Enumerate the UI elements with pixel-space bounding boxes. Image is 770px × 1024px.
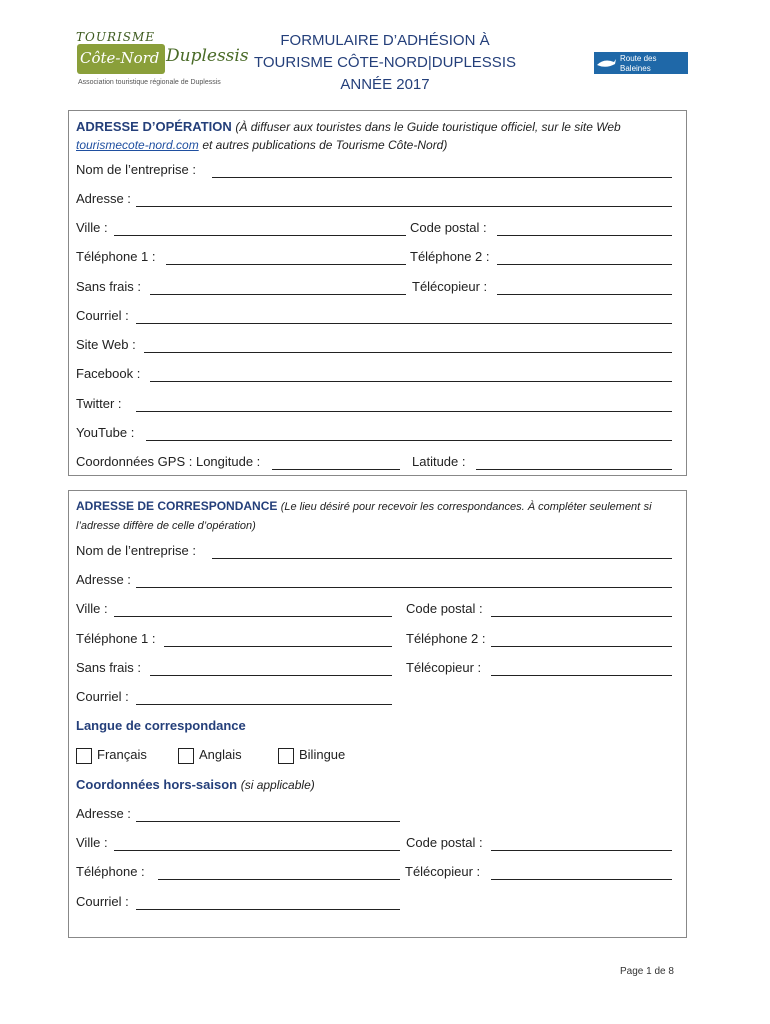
s1-twitter-field[interactable] (136, 411, 672, 412)
s1-youtube-label: YouTube : (76, 425, 135, 440)
os-postal-field[interactable] (491, 850, 672, 851)
language-option-french[interactable] (76, 747, 147, 764)
os-fax-label: Télécopieur : (405, 864, 481, 879)
whale-icon (594, 52, 618, 74)
s1-phone1-field[interactable] (166, 264, 406, 265)
section2-note-2: si l’adresse diffère de celle d’opération) (76, 501, 652, 532)
s1-facebook-label: Facebook : (76, 366, 141, 381)
s2-email-field[interactable] (136, 704, 392, 705)
language-option-english[interactable] (178, 747, 242, 764)
section1-header (76, 118, 680, 154)
tourism-website-link[interactable]: tourismecote-nord.com (76, 138, 199, 152)
s1-email-field[interactable] (136, 323, 672, 324)
route-des-baleines-text: Route des Baleines (620, 54, 657, 73)
title-line-2: TOURISME CÔTE-NORD|DUPLESSIS (254, 54, 516, 71)
s2-phone1-label: Téléphone 1 : (76, 631, 156, 646)
s1-longitude-field[interactable] (272, 469, 400, 470)
language-option-bilingual[interactable] (278, 747, 345, 764)
s1-phone2-label: Téléphone 2 : (410, 249, 490, 264)
s1-latitude-label: Latitude : (412, 454, 466, 469)
s1-phone2-field[interactable] (497, 264, 672, 265)
french-checkbox[interactable] (76, 748, 92, 764)
logo-badge-text: Côte-Nord (80, 49, 160, 67)
os-address-field[interactable] (136, 821, 400, 822)
english-checkbox[interactable] (178, 748, 194, 764)
s2-phone2-field[interactable] (491, 646, 672, 647)
os-phone-label: Téléphone : (76, 864, 145, 879)
s1-latitude-field[interactable] (476, 469, 672, 470)
title-line-3: ANNÉE 2017 (340, 76, 430, 93)
logo-subtitle: Association touristique régionale de Duplessis (78, 79, 221, 86)
section1-note-1: (À diffuser aux touristes dans le Guide touristique officiel, sur le site Web (235, 120, 621, 134)
os-city-label: Ville : (76, 835, 108, 850)
s1-website-field[interactable] (144, 352, 672, 353)
logo-tourisme-text: TOURISME (76, 30, 155, 44)
s2-postal-label: Code postal : (406, 601, 483, 616)
s1-fax-label: Télécopieur : (412, 279, 488, 294)
os-postal-label: Code postal : (406, 835, 483, 850)
s2-company-field[interactable] (212, 558, 672, 559)
s1-website-label: Site Web : (76, 337, 136, 352)
s1-address-field[interactable] (136, 206, 672, 207)
s2-tollfree-label: Sans frais : (76, 660, 142, 675)
s1-company-label: Nom de l’entreprise : (76, 162, 196, 177)
s1-phone1-label: Téléphone 1 : (76, 249, 156, 264)
bilingual-checkbox[interactable] (278, 748, 294, 764)
title-line-1: FORMULAIRE D’ADHÉSION À (280, 32, 490, 49)
language-heading: Langue de correspondance (76, 718, 246, 733)
os-address-label: Adresse : (76, 806, 131, 821)
document-title (250, 30, 520, 96)
s1-address-label: Adresse : (76, 191, 131, 206)
bilingual-label: Bilingue (299, 747, 346, 762)
s1-tollfree-label: Sans frais : (76, 279, 142, 294)
s1-city-label: Ville : (76, 220, 108, 235)
offseason-heading: Coordonnées hors-saison (76, 777, 238, 792)
section1-heading: ADRESSE D’OPÉRATION (76, 119, 232, 134)
s1-city-field[interactable] (114, 235, 406, 236)
s1-gps-longitude-label: Coordonnées GPS : Longitude : (76, 454, 261, 469)
section2-header (76, 497, 680, 535)
s2-company-label: Nom de l’entreprise : (76, 543, 196, 558)
s2-city-field[interactable] (114, 616, 392, 617)
os-email-label: Courriel : (76, 894, 129, 909)
s2-fax-field[interactable] (491, 675, 672, 676)
s2-postal-field[interactable] (491, 616, 672, 617)
os-phone-field[interactable] (158, 879, 400, 880)
english-label: Anglais (199, 747, 242, 762)
s1-twitter-label: Twitter : (76, 396, 122, 411)
s1-email-label: Courriel : (76, 308, 129, 323)
s2-address-field[interactable] (136, 587, 672, 588)
s2-fax-label: Télécopieur : (406, 660, 482, 675)
s1-youtube-field[interactable] (146, 440, 672, 441)
offseason-note: (si applicable) (240, 778, 315, 792)
section2-heading: ADRESSE DE CORRESPONDANCE (76, 499, 278, 513)
s1-postal-label: Code postal : (410, 220, 487, 235)
logo-script-text: Duplessis (166, 46, 249, 66)
french-label: Français (97, 747, 147, 762)
s1-postal-field[interactable] (497, 235, 672, 236)
os-city-field[interactable] (114, 850, 400, 851)
s1-company-field[interactable] (212, 177, 672, 178)
page-number: Page 1 de 8 (620, 966, 674, 977)
s1-facebook-field[interactable] (150, 381, 672, 382)
os-email-field[interactable] (136, 909, 400, 910)
s1-fax-field[interactable] (497, 294, 672, 295)
s2-phone2-label: Téléphone 2 : (406, 631, 486, 646)
os-fax-field[interactable] (491, 879, 672, 880)
s2-phone1-field[interactable] (164, 646, 392, 647)
offseason-header (76, 777, 315, 792)
s2-city-label: Ville : (76, 601, 108, 616)
section2-note-1: (Le lieu désiré pour recevoir les correspondances. À compléter seulement (280, 501, 641, 513)
s1-tollfree-field[interactable] (150, 294, 406, 295)
s2-address-label: Adresse : (76, 572, 131, 587)
section1-note-2: et autres publications de Tourisme Côte-Nord) (202, 138, 448, 152)
s2-email-label: Courriel : (76, 689, 129, 704)
s2-tollfree-field[interactable] (150, 675, 392, 676)
